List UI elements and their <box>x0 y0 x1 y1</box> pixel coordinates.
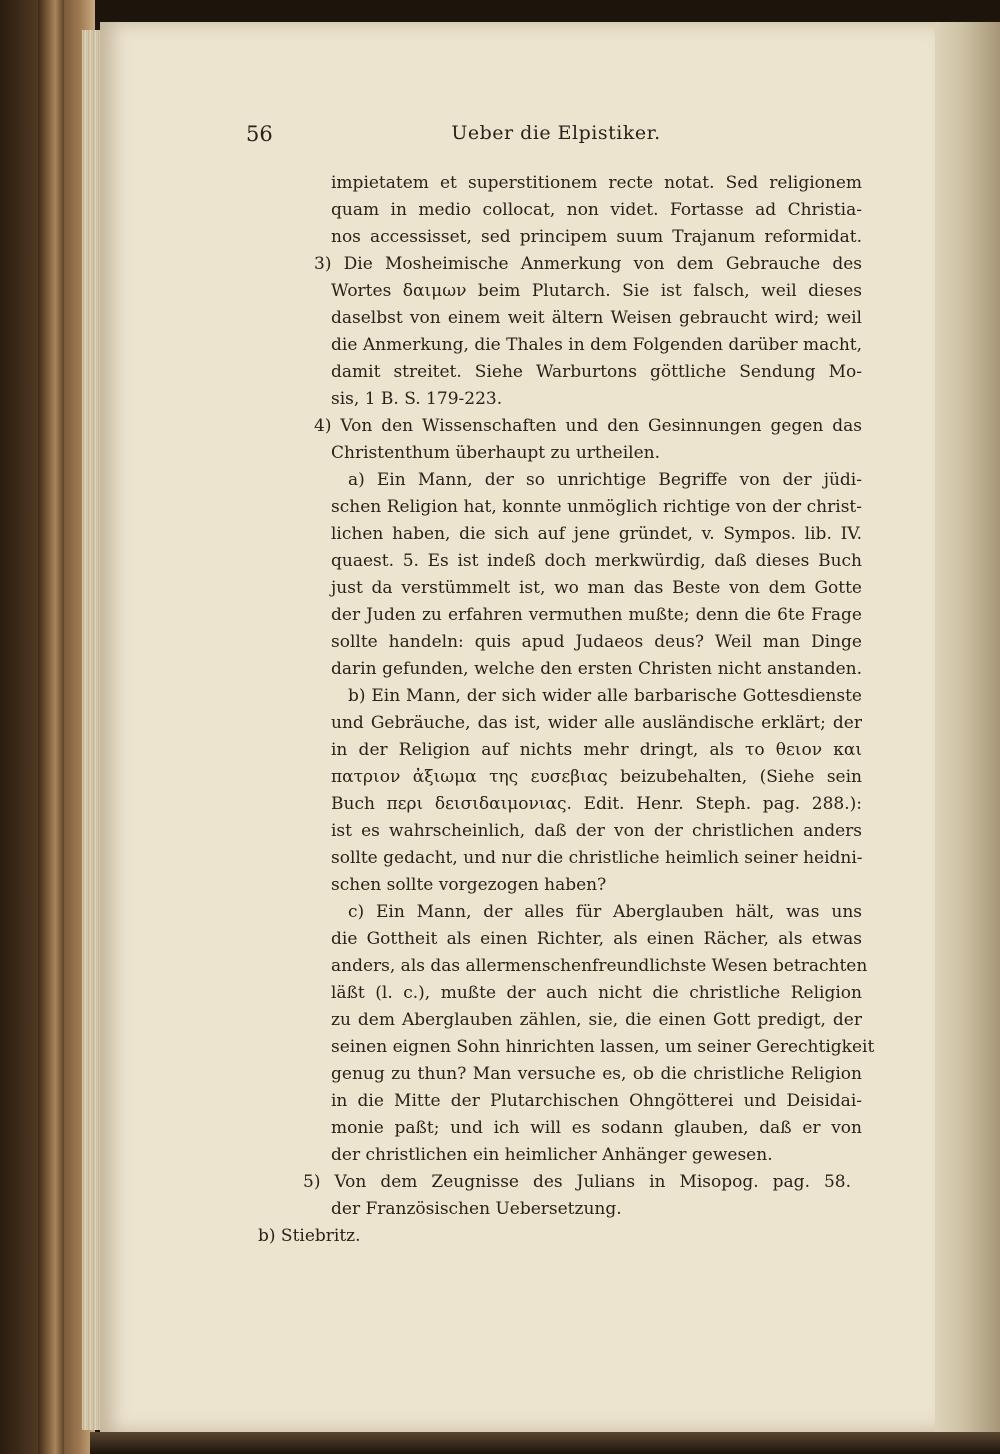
text-line: quam in medio collocat, non videt. Fortasse ad Christia- <box>331 200 862 220</box>
text-line: Buch περι δεισιδαιμονιας. Edit. Henr. Steph. pag. 288.): <box>331 794 862 814</box>
page-number: 56 <box>246 122 273 146</box>
text-line: und Gebräuche, das ist, wider alle ausländische erklärt; der <box>331 713 862 733</box>
sub-item-b: b) Ein Mann, der sich wider alle barbarische Gottesdienste <box>348 686 862 706</box>
list-item-3: 3) Die Mosheimische Anmerkung von dem Gebrauche des <box>314 254 862 274</box>
text-line: πατριον ἀξιωμα της ευσεβιας beizubehalten, (Siehe sein <box>331 767 862 787</box>
text-line: damit streitet. Siehe Warburtons göttliche Sendung Mo- <box>331 362 862 382</box>
text-line: schen Religion hat, konnte unmöglich richtige von der christ- <box>331 497 862 517</box>
text-line: daselbst von einem weit ältern Weisen gebraucht wird; weil <box>331 308 862 328</box>
text-line: nos accessisset, sed principem suum Trajanum reformidat. <box>331 227 862 247</box>
text-line: just da verstümmelt ist, wo man das Beste von dem Gotte <box>331 578 862 598</box>
text-line: in der Religion auf nichts mehr dringt, als το θειον και <box>331 740 862 760</box>
text-line: anders, als das allermenschenfreundlichste Wesen betrachten <box>331 956 868 976</box>
text-line: der christlichen ein heimlicher Anhänger gewesen. <box>331 1145 773 1165</box>
text-line: Christenthum überhaupt zu urtheilen. <box>331 443 661 463</box>
running-title: Ueber die Elpistiker. <box>451 122 661 144</box>
text-line: der Juden zu erfahren vermuthen mußte; denn die 6te Frage <box>331 605 862 625</box>
text-line: in die Mitte der Plutarchischen Ohngötterei und Deisidai- <box>331 1091 862 1111</box>
text-line: zu dem Aberglauben zählen, sie, die einen Gott predigt, der <box>331 1010 862 1030</box>
text-line: sollte gedacht, und nur die christliche heimlich seiner heidni- <box>331 848 863 868</box>
list-item-4: 4) Von den Wissenschaften und den Gesinnungen gegen das <box>314 416 862 436</box>
text-line: quaest. 5. Es ist indeß doch merkwürdig, daß dieses Buch <box>331 551 862 571</box>
text-line: seinen eignen Sohn hinrichten lassen, um seiner Gerechtigkeit <box>331 1037 875 1057</box>
text-line: monie paßt; und ich will es sodann glauben, daß er von <box>331 1118 862 1138</box>
text-line: schen sollte vorgezogen haben? <box>331 875 607 895</box>
section-marker: b) Stiebritz. <box>258 1226 361 1246</box>
text-line: lichen haben, die sich auf jene gründet, v. Sympos. lib. IV. <box>331 524 862 544</box>
text-line: genug zu thun? Man versuche es, ob die christliche Religion <box>331 1064 862 1084</box>
text-line: sis, 1 B. S. 179-223. <box>331 389 503 409</box>
text-line: läßt (l. c.), mußte der auch nicht die christliche Religion <box>331 983 862 1003</box>
sub-item-c: c) Ein Mann, der alles für Aberglauben hält, was uns <box>348 902 862 922</box>
text-line: ist es wahrscheinlich, daß der von der christlichen anders <box>331 821 862 841</box>
text-line: sollte handeln: quis apud Judaeos deus? Weil man Dinge <box>331 632 862 652</box>
text-line: die Gottheit als einen Richter, als einen Rächer, als etwas <box>331 929 862 949</box>
text-line: die Anmerkung, die Thales in dem Folgenden darüber macht, <box>331 335 862 355</box>
text-line: der Französischen Uebersetzung. <box>331 1199 622 1219</box>
sub-item-a: a) Ein Mann, der so unrichtige Begriffe von der jüdi- <box>348 470 862 490</box>
list-item-5: 5) Von dem Zeugnisse des Julians in Misopog. pag. 58. <box>303 1172 851 1192</box>
text-line: impietatem et superstitionem recte notat. Sed religionem <box>331 173 862 193</box>
text-line: Wortes δαιμων beim Plutarch. Sie ist falsch, weil dieses <box>331 281 862 301</box>
text-line: darin gefunden, welche den ersten Christen nicht anstanden. <box>331 659 862 679</box>
